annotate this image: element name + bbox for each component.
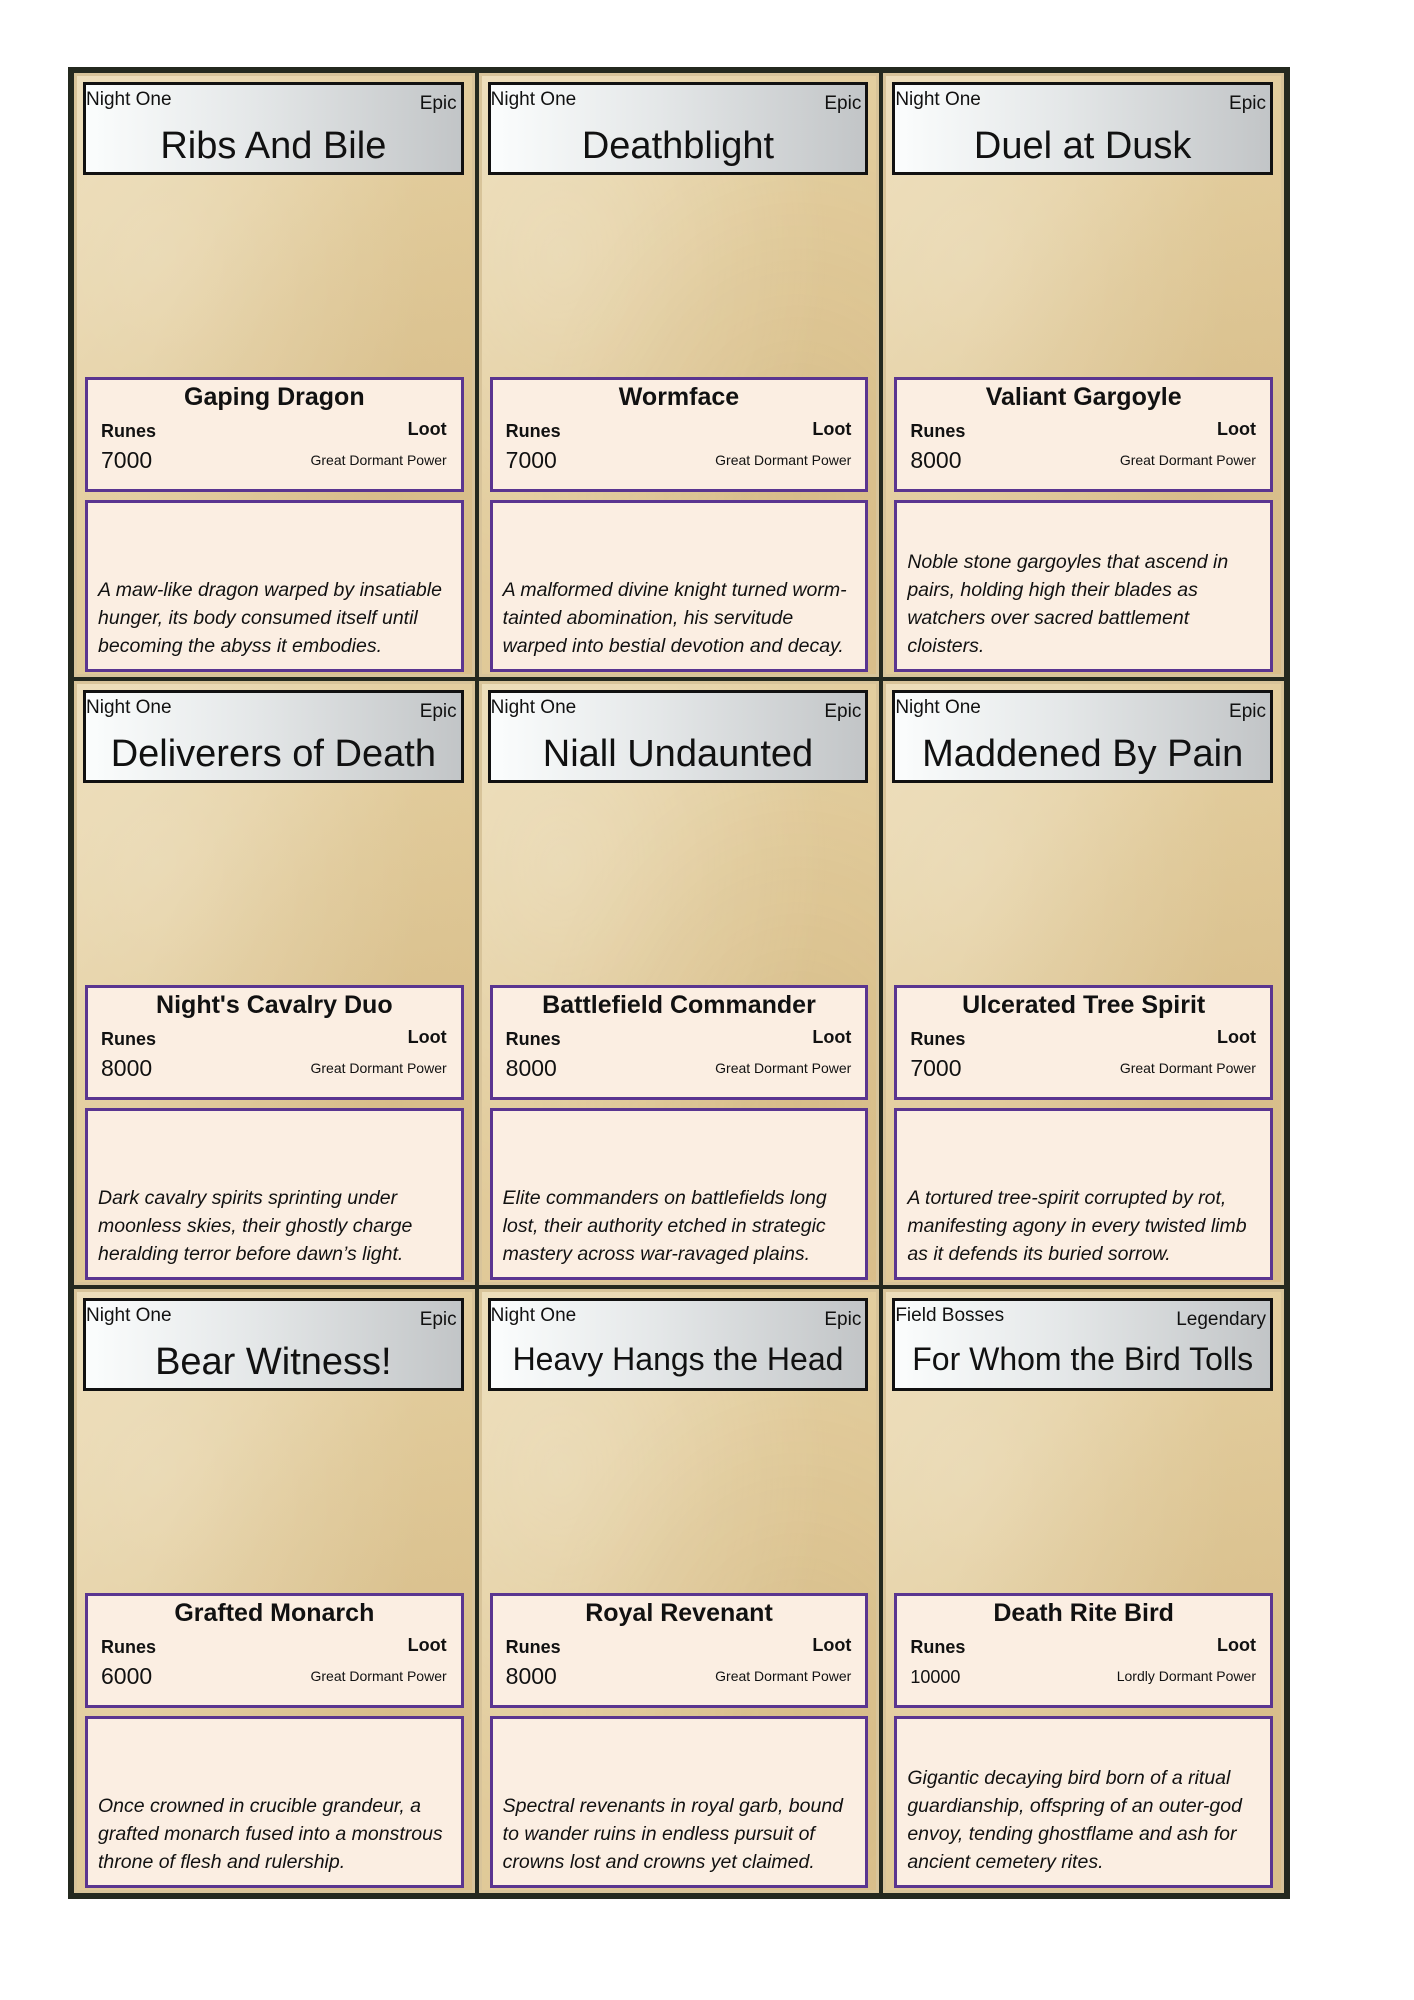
card-title: Ribs And Bile — [160, 125, 387, 167]
card-description: A malformed divine knight turned worm-tainted abomination, his servitude warped into bestial devotion and decay. — [502, 579, 847, 657]
description-panel — [490, 1716, 869, 1888]
boss-name: Battlefield Commander — [542, 991, 816, 1019]
boss-panel — [85, 1593, 464, 1708]
card-title: Heavy Hangs the Head — [512, 1341, 844, 1377]
loot-label: Loot — [812, 1027, 852, 1047]
card-header — [83, 1298, 464, 1391]
card-title: Deliverers of Death — [110, 733, 436, 775]
boss-panel — [894, 985, 1273, 1100]
card — [74, 1289, 475, 1893]
card-set: Night One — [86, 697, 172, 718]
loot-value: Great Dormant Power — [715, 452, 852, 468]
card-title: Maddened By Pain — [922, 733, 1244, 775]
boss-panel — [85, 985, 464, 1100]
loot-label: Loot — [1217, 1635, 1256, 1655]
runes-label: Runes — [101, 1637, 157, 1657]
runes-value: 7000 — [910, 1055, 962, 1081]
card — [74, 681, 475, 1285]
runes-label: Runes — [505, 1637, 561, 1657]
boss-panel — [85, 377, 464, 492]
card-title: Bear Witness! — [155, 1341, 392, 1383]
card — [74, 73, 475, 677]
card-rarity: Epic — [419, 701, 457, 722]
runes-label: Runes — [505, 421, 561, 441]
card-set: Night One — [490, 89, 577, 110]
loot-label: Loot — [1217, 1027, 1256, 1047]
card-description: Elite commanders on battlefields long lost, their authority etched in strategic mastery across war-ravaged plains. — [502, 1187, 827, 1265]
boss-panel — [894, 1593, 1273, 1708]
card-set: Night One — [490, 1305, 577, 1326]
card-description: Once crowned in crucible grandeur, a grafted monarch fused into a monstrous throne of flesh and rulership. — [98, 1795, 443, 1873]
runes-label: Runes — [910, 421, 966, 441]
card-description: Noble stone gargoyles that ascend in pairs, holding high their blades as watchers over sacred battlement cloisters. — [907, 551, 1229, 657]
card-rarity: Epic — [824, 701, 862, 722]
runes-value: 8000 — [505, 1663, 557, 1689]
boss-name: Night's Cavalry Duo — [156, 991, 393, 1019]
card-rarity: Epic — [419, 1309, 457, 1330]
description-panel — [894, 1716, 1273, 1888]
card-set: Night One — [86, 1305, 172, 1326]
runes-label: Runes — [101, 421, 157, 441]
boss-panel — [894, 377, 1273, 492]
card-header — [892, 690, 1273, 783]
card-set: Night One — [895, 89, 981, 110]
loot-label: Loot — [812, 1635, 852, 1655]
card — [479, 1289, 880, 1893]
card — [479, 73, 880, 677]
card-header — [83, 82, 464, 175]
card-header — [488, 1298, 869, 1391]
card-rarity: Epic — [824, 1309, 862, 1330]
card-description: A maw-like dragon warped by insatiable hunger, its body consumed itself until becoming the abyss it embodies. — [98, 579, 442, 657]
card-rarity: Epic — [419, 93, 457, 114]
loot-label: Loot — [407, 419, 447, 439]
runes-value: 10000 — [910, 1667, 961, 1687]
loot-value: Great Dormant Power — [310, 1668, 447, 1684]
card-rarity: Epic — [824, 93, 862, 114]
card-rarity: Epic — [1229, 701, 1266, 722]
card-set: Night One — [86, 89, 172, 110]
card-header — [488, 690, 869, 783]
runes-label: Runes — [505, 1029, 561, 1049]
description-panel — [85, 1108, 464, 1280]
card-header — [488, 82, 869, 175]
card-description: A tortured tree-spirit corrupted by rot, manifesting agony in every twisted limb as it defends its buried sorrow. — [907, 1187, 1247, 1265]
boss-name: Death Rite Bird — [993, 1599, 1174, 1627]
card-title: For Whom the Bird Tolls — [912, 1341, 1254, 1377]
boss-name: Royal Revenant — [585, 1599, 773, 1627]
card-title: Deathblight — [581, 125, 775, 167]
description-panel — [894, 500, 1273, 672]
boss-name: Grafted Monarch — [174, 1599, 375, 1627]
boss-name: Ulcerated Tree Spirit — [962, 991, 1206, 1019]
boss-panel — [490, 1593, 869, 1708]
loot-value: Great Dormant Power — [310, 452, 447, 468]
runes-label: Runes — [910, 1029, 966, 1049]
card-header — [892, 82, 1273, 175]
card — [479, 681, 880, 1285]
boss-panel — [490, 985, 869, 1100]
description-panel — [85, 500, 464, 672]
card-header — [83, 690, 464, 783]
runes-value: 6000 — [101, 1663, 153, 1689]
runes-value: 8000 — [505, 1055, 557, 1081]
card-set: Night One — [895, 697, 981, 718]
loot-label: Loot — [1217, 419, 1256, 439]
card — [883, 1289, 1284, 1893]
card-set: Field Bosses — [895, 1305, 1005, 1326]
card-title: Duel at Dusk — [973, 125, 1192, 167]
card — [883, 73, 1284, 677]
boss-name: Valiant Gargoyle — [985, 383, 1182, 411]
card-rarity: Epic — [1229, 93, 1266, 114]
loot-value: Great Dormant Power — [715, 1060, 852, 1076]
loot-value: Great Dormant Power — [310, 1060, 447, 1076]
runes-label: Runes — [101, 1029, 157, 1049]
card-sheet — [68, 67, 1290, 1899]
card-header — [892, 1298, 1273, 1391]
card-description: Spectral revenants in royal garb, bound to wander ruins in endless pursuit of crowns lost and crowns yet claimed. — [502, 1795, 844, 1873]
loot-label: Loot — [812, 419, 852, 439]
card-set: Night One — [490, 697, 577, 718]
card-title: Niall Undaunted — [542, 733, 814, 775]
runes-value: 8000 — [910, 447, 962, 473]
description-panel — [490, 1108, 869, 1280]
loot-value: Great Dormant Power — [715, 1668, 852, 1684]
loot-value: Great Dormant Power — [1119, 452, 1256, 468]
runes-value: 8000 — [101, 1055, 153, 1081]
description-panel — [894, 1108, 1273, 1280]
loot-value: Lordly Dormant Power — [1116, 1668, 1256, 1684]
runes-label: Runes — [910, 1637, 966, 1657]
runes-value: 7000 — [505, 447, 557, 473]
boss-name: Wormface — [618, 383, 740, 411]
description-panel — [490, 500, 869, 672]
card — [883, 681, 1284, 1285]
loot-label: Loot — [407, 1635, 447, 1655]
runes-value: 7000 — [101, 447, 153, 473]
description-panel — [85, 1716, 464, 1888]
card-description: Dark cavalry spirits sprinting under moonless skies, their ghostly charge heralding terror before dawn’s light. — [98, 1187, 413, 1265]
card-grid — [74, 73, 1284, 1893]
card-rarity: Legendary — [1176, 1309, 1266, 1330]
card-description: Gigantic decaying bird born of a ritual guardianship, offspring of an outer-god envoy, tending ghostflame and ash for ancient cemetery rites. — [907, 1767, 1242, 1873]
boss-name: Gaping Dragon — [184, 383, 365, 411]
boss-panel — [490, 377, 869, 492]
loot-value: Great Dormant Power — [1119, 1060, 1256, 1076]
loot-label: Loot — [407, 1027, 447, 1047]
